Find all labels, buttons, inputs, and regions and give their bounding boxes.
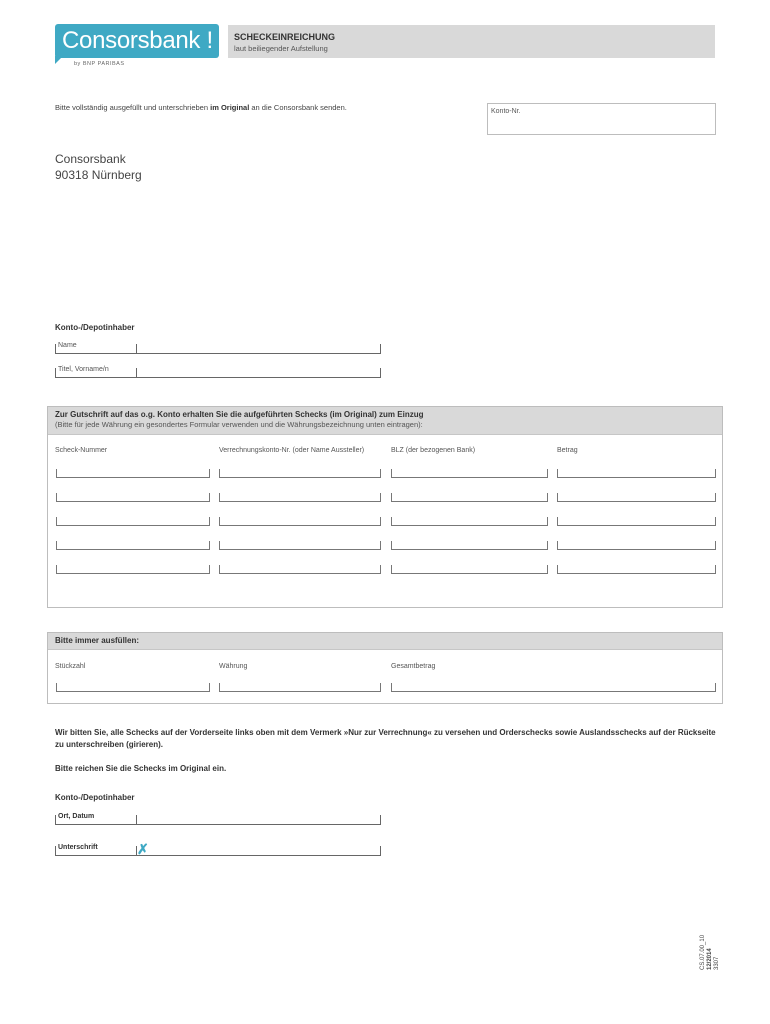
title-firstname-label: Titel, Vorname/n <box>58 366 109 373</box>
place-date-field[interactable] <box>55 815 381 825</box>
blz-input[interactable] <box>391 541 548 550</box>
verrechnungskonto-input[interactable] <box>219 565 381 574</box>
blz-input[interactable] <box>391 469 548 478</box>
checks-group-subtitle: (Bitte für jede Währung ein gesondertes Formular verwenden und die Währungsbezeichnung unten eintragen): <box>55 420 423 429</box>
col-blz: BLZ (der bezogenen Bank) <box>391 447 476 454</box>
signature-holder-heading: Konto-/Depotinhaber <box>55 793 135 802</box>
scheck-nummer-input[interactable] <box>56 517 210 526</box>
form-code <box>700 935 721 970</box>
scheck-nummer-input[interactable] <box>56 493 210 502</box>
col-verrechnungskonto: Verrechnungskonto-Nr. (oder Name Aussteller) <box>219 447 365 454</box>
field-divider <box>136 344 137 353</box>
always-group-title: Bitte immer ausfüllen: <box>55 636 140 645</box>
form-title: SCHECKEINREICHUNG <box>234 32 336 42</box>
konto-nr-label: Konto-Nr. <box>491 108 521 115</box>
betrag-input[interactable] <box>557 541 716 550</box>
title-firstname-field[interactable] <box>55 368 381 378</box>
betrag-input[interactable] <box>557 517 716 526</box>
checks-group <box>47 406 723 608</box>
address-line-1: Consorsbank <box>55 152 126 166</box>
scheck-nummer-input[interactable] <box>56 565 210 574</box>
name-label: Name <box>58 342 77 349</box>
scheck-nummer-input[interactable] <box>56 469 210 478</box>
blz-input[interactable] <box>391 517 548 526</box>
col-scheck-nummer: Scheck-Nummer <box>55 447 108 454</box>
form-code-line-2: 12/2014 <box>707 948 713 970</box>
intro-before: Bitte vollständig ausgefüllt und unterschrieben <box>55 103 211 112</box>
name-field[interactable] <box>55 344 381 354</box>
address-line-2: 90318 Nürnberg <box>55 168 142 182</box>
logo-subtext: by BNP PARIBAS <box>74 61 125 67</box>
header-banner <box>228 25 715 58</box>
logo-tail <box>55 56 63 64</box>
form-subtitle: laut beiliegender Aufstellung <box>234 44 328 53</box>
logo-text: Consorsbank ! <box>62 27 213 54</box>
form-code-line-3: CS.07.00_10 <box>700 934 706 970</box>
col-stueckzahl: Stückzahl <box>55 663 86 670</box>
intro-text <box>55 103 347 112</box>
konto-nr-field[interactable] <box>487 103 716 135</box>
signature-field[interactable] <box>55 846 381 856</box>
col-gesamtbetrag: Gesamtbetrag <box>391 663 436 670</box>
field-divider <box>136 815 137 824</box>
verrechnungskonto-input[interactable] <box>219 541 381 550</box>
col-waehrung: Währung <box>219 663 248 670</box>
blz-input[interactable] <box>391 493 548 502</box>
address-block <box>55 151 142 183</box>
blz-input[interactable] <box>391 565 548 574</box>
checks-group-header <box>48 407 722 435</box>
holder-heading: Konto-/Depotinhaber <box>55 323 135 332</box>
note-schecks: Wir bitten Sie, alle Schecks auf der Vorderseite links oben mit dem Vermerk »Nur zur Verrechnung« zu versehen und Orderschecks sowie Auslandsschecks auf der Rückseite zu unterschreiben (girieren). <box>55 728 716 749</box>
verrechnungskonto-input[interactable] <box>219 517 381 526</box>
scheck-nummer-input[interactable] <box>56 541 210 550</box>
col-betrag: Betrag <box>557 447 578 454</box>
form-code-line-1: 3307 <box>714 956 720 970</box>
verrechnungskonto-input[interactable] <box>219 469 381 478</box>
checks-group-title: Zur Gutschrift auf das o.g. Konto erhalten Sie die aufgeführten Schecks (im Original) zum Einzug <box>55 410 424 419</box>
gesamtbetrag-input[interactable] <box>391 683 716 692</box>
intro-bold: im Original <box>210 103 250 112</box>
note-original: Bitte reichen Sie die Schecks im Original ein. <box>55 764 227 773</box>
stueckzahl-input[interactable] <box>56 683 210 692</box>
field-divider <box>136 368 137 377</box>
verrechnungskonto-input[interactable] <box>219 493 381 502</box>
betrag-input[interactable] <box>557 565 716 574</box>
place-date-label: Ort, Datum <box>58 813 95 820</box>
signature-check-icon: ✗ <box>137 841 149 857</box>
always-group-header <box>48 633 722 650</box>
betrag-input[interactable] <box>557 469 716 478</box>
waehrung-input[interactable] <box>219 683 381 692</box>
signature-label: Unterschrift <box>58 844 98 851</box>
betrag-input[interactable] <box>557 493 716 502</box>
intro-after: an die Consorsbank senden. <box>249 103 347 112</box>
always-group <box>47 632 723 704</box>
